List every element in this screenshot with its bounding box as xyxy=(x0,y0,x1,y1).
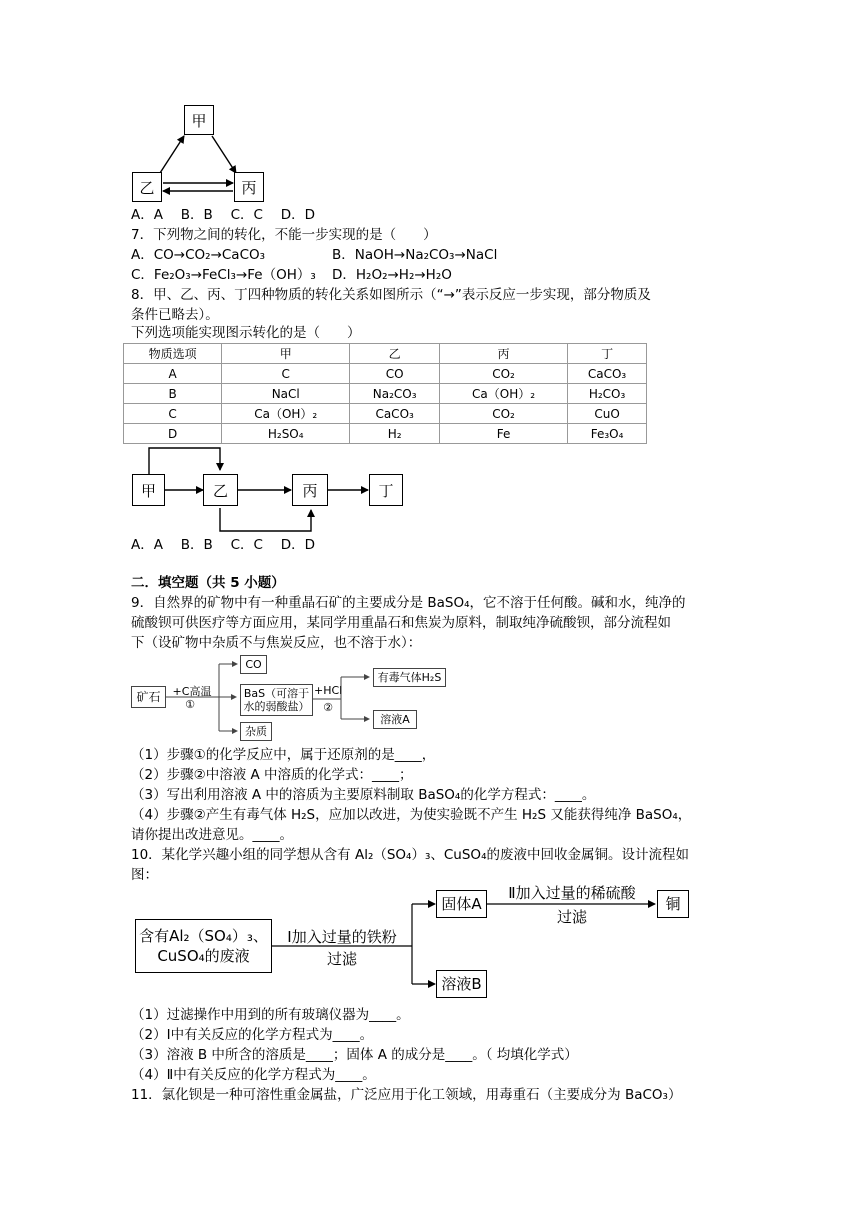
table-header: 丙 xyxy=(439,344,567,364)
q10-sub-2: （2）Ⅰ中有关反应的化学方程式为____。 xyxy=(131,1027,374,1043)
q8-stem-3: 下列选项能实现图示转化的是（ ） xyxy=(131,325,361,341)
q9-ore-box: 矿石 xyxy=(131,686,166,708)
q10-sub-4: （4）Ⅱ中有关反应的化学方程式为____。 xyxy=(131,1067,376,1083)
q8-options: A．A B．B C．C D．D xyxy=(131,537,316,553)
table-cell: Fe₃O₄ xyxy=(568,424,647,444)
q9-para-2: 硫酸钡可供医疗等方面应用，某同学用重晶石和焦炭为原料，制取纯净硫酸钡，部分流程如 xyxy=(131,615,671,631)
q10-sub-3: （3）溶液 B 中所含的溶质是____；固体 A 的成分是____。（ 均填化学式） xyxy=(131,1047,578,1063)
table-cell: CO xyxy=(350,364,440,384)
q9-step1-number: ① xyxy=(185,698,195,711)
q9-sub-4a: （4）步骤②产生有毒气体 H₂S，应加以改进，为使实验既不产生 H₂S 又能获得纯净 BaSO₄， xyxy=(131,807,692,823)
table-cell: Ca（OH）₂ xyxy=(439,384,567,404)
q9-sub-4b: 请你提出改进意见。____。 xyxy=(131,827,293,843)
q11-para-1: 11．氯化钡是一种可溶性重金属盐，广泛应用于化工领域，用毒重石（主要成分为 BaCO₃） xyxy=(131,1087,682,1103)
table-row xyxy=(124,384,647,404)
q9-sub-2: （2）步骤②中溶液 A 中溶质的化学式：____； xyxy=(131,767,413,783)
q9-para-3: 下（设矿物中杂质不与焦炭反应，也不溶于水）： xyxy=(131,635,422,651)
q10-waste-line-2: CuSO₄的废液 xyxy=(157,947,250,965)
q10-step2-sub: 过滤 xyxy=(556,908,587,926)
table-cell: Fe xyxy=(439,424,567,444)
q9-co-box: CO xyxy=(240,655,267,674)
table-cell: H₂SO₄ xyxy=(222,424,350,444)
q9-impurity-box: 杂质 xyxy=(240,722,272,741)
q8-options-table xyxy=(123,343,647,444)
table-header: 丁 xyxy=(568,344,647,364)
q10-solution-b-box: 溶液B xyxy=(436,970,487,998)
q10-copper-box: 铜 xyxy=(657,890,689,918)
q9-step2-number: ② xyxy=(323,701,333,714)
q10-step2-label: Ⅱ加入过量的稀硫酸 xyxy=(508,884,636,902)
q9-para-1: 9．自然界的矿物中有一种重晶石矿的主要成分是 BaSO₄，它不溶于任何酸。碱和水，纯净的 xyxy=(131,595,686,611)
q10-sub-1: （1）过滤操作中用到的所有玻璃仪器为____。 xyxy=(131,1007,410,1023)
table-row xyxy=(124,424,647,444)
table-row xyxy=(124,404,647,424)
q10-solid-a-box: 固体A xyxy=(436,890,487,918)
q9-solution-a-box: 溶液A xyxy=(373,710,417,729)
q7-stem: 7．下列物之间的转化，不能一步实现的是（ ） xyxy=(131,227,437,243)
table-cell: Na₂CO₃ xyxy=(350,384,440,404)
table-cell: CO₂ xyxy=(439,364,567,384)
q8-stem-1: 8．甲、乙、丙、丁四种物质的转化关系如图所示（“→”表示反应一步实现，部分物质及 xyxy=(131,287,651,303)
q8-node-bing: 丙 xyxy=(292,474,328,506)
table-cell: B xyxy=(124,384,222,404)
q7-option-c: C．Fe₂O₃→FeCl₃→Fe（OH）₃ xyxy=(131,267,316,283)
q9-sub-1: （1）步骤①的化学反应中，属于还原剂的是____， xyxy=(131,747,436,763)
section-title: 二．填空题（共 5 小题） xyxy=(131,575,285,591)
q7-option-d: D．H₂O₂→H₂→H₂O xyxy=(332,267,452,283)
q10-step1-label: Ⅰ加入过量的铁粉 xyxy=(287,928,397,946)
q7-option-a: A．CO→CO₂→CaCO₃ xyxy=(131,247,266,263)
table-cell: A xyxy=(124,364,222,384)
q6-node-top: 甲 xyxy=(184,105,214,135)
q7-option-b: B．NaOH→Na₂CO₃→NaCl xyxy=(332,247,498,263)
table-cell: Ca（OH）₂ xyxy=(222,404,350,424)
q10-para-1: 10．某化学兴趣小组的同学想从含有 Al₂（SO₄）₃、CuSO₄的废液中回收金属铜。设计流程如 xyxy=(131,847,689,863)
q9-step2-label: +HCl xyxy=(314,684,343,697)
q6-options: A．A B．B C．C D．D xyxy=(131,207,316,223)
table-header: 物质选项 xyxy=(124,344,222,364)
q10-step1-sub: 过滤 xyxy=(326,950,357,968)
table-cell: CO₂ xyxy=(439,404,567,424)
table-cell: C xyxy=(124,404,222,424)
q10-waste-box xyxy=(135,919,272,973)
q8-node-yi: 乙 xyxy=(203,474,238,506)
q9-bas-box: BaS（可溶于水的弱酸盐） xyxy=(240,684,313,716)
table-cell: NaCl xyxy=(222,384,350,404)
table-cell: H₂CO₃ xyxy=(568,384,647,404)
table-cell: H₂ xyxy=(350,424,440,444)
q10-para-2: 图： xyxy=(131,867,158,883)
q10-waste-line-1: 含有Al₂（SO₄）₃、 xyxy=(139,927,268,945)
table-cell: CaCO₃ xyxy=(568,364,647,384)
q9-sub-3: （3）写出利用溶液 A 中的溶质为主要原料制取 BaSO₄的化学方程式：____。 xyxy=(131,787,596,803)
table-cell: CaCO₃ xyxy=(350,404,440,424)
q6-node-left: 乙 xyxy=(132,172,162,202)
table-header-row xyxy=(124,344,647,364)
table-cell: C xyxy=(222,364,350,384)
q9-step1-label: +C高温 xyxy=(172,685,212,698)
q8-node-ding: 丁 xyxy=(369,474,403,506)
table-header: 乙 xyxy=(350,344,440,364)
q8-node-jia: 甲 xyxy=(132,474,165,506)
q6-node-right: 丙 xyxy=(234,172,264,202)
table-cell: D xyxy=(124,424,222,444)
q8-stem-2: 条件已略去）。 xyxy=(131,307,219,323)
q9-gas-box: 有毒气体H₂S xyxy=(373,668,446,687)
table-header: 甲 xyxy=(222,344,350,364)
table-cell: CuO xyxy=(568,404,647,424)
table-row xyxy=(124,364,647,384)
